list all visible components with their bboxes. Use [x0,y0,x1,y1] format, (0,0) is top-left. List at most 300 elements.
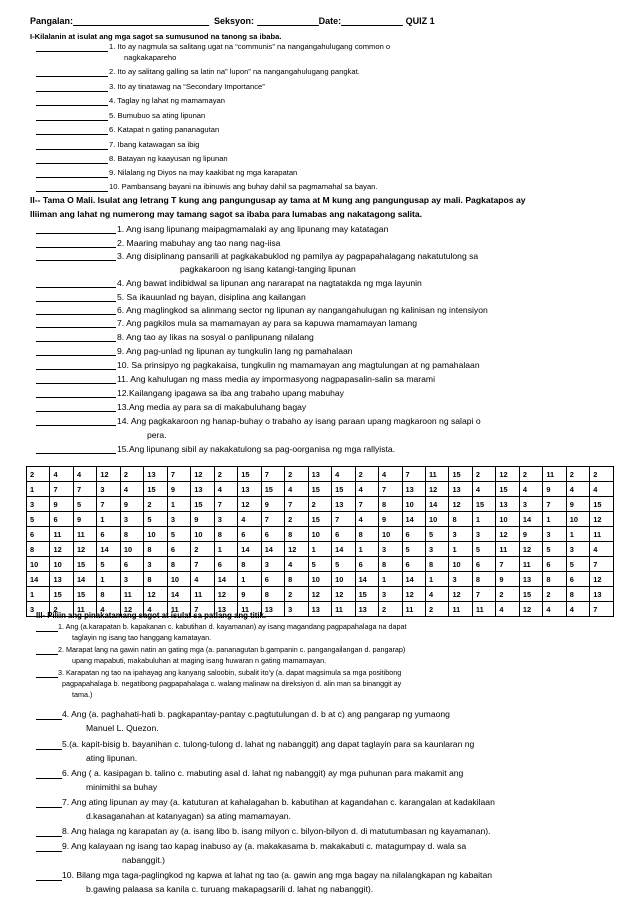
answer-blank[interactable] [36,445,116,454]
grid-cell[interactable]: 7 [472,587,495,602]
grid-cell[interactable]: 12 [449,497,472,512]
grid-cell[interactable]: 5 [402,542,425,557]
grid-cell[interactable]: 3 [120,572,143,587]
grid-cell[interactable]: 6 [566,572,589,587]
part1-item-7: 7. Ibang katawagan sa ibig [36,140,199,150]
grid-cell[interactable]: 11 [543,467,566,482]
grid-cell[interactable]: 13 [308,602,331,617]
grid-cell[interactable]: 12 [425,482,448,497]
grid-cell[interactable]: 8 [379,497,402,512]
name-label: Pangalan: [30,16,74,26]
grid-cell[interactable]: 12 [496,527,519,542]
grid-cell[interactable]: 13 [214,602,237,617]
grid-cell[interactable]: 14 [27,572,50,587]
answer-blank[interactable] [36,827,62,837]
grid-cell[interactable]: 4 [543,602,566,617]
grid-cell[interactable]: 15 [191,497,214,512]
grid-cell[interactable]: 5 [167,527,190,542]
grid-cell[interactable]: 8 [144,572,167,587]
grid-cell[interactable]: 3 [27,602,50,617]
grid-cell[interactable]: 4 [50,467,73,482]
grid-cell[interactable]: 13 [261,602,284,617]
grid-cell[interactable]: 10 [167,572,190,587]
grid-cell[interactable]: 11 [472,602,495,617]
grid-cell[interactable]: 15 [238,467,261,482]
grid-cell[interactable]: 14 [402,512,425,527]
grid-cell[interactable]: 11 [238,602,261,617]
grid-cell[interactable]: 12 [285,542,308,557]
grid-cell[interactable]: 5 [425,527,448,542]
answer-blank[interactable] [36,347,116,356]
grid-cell[interactable]: 7 [355,497,378,512]
grid-cell[interactable]: 10 [308,572,331,587]
grid-cell[interactable]: 12 [238,497,261,512]
grid-cell[interactable]: 12 [73,542,96,557]
grid-cell[interactable]: 6 [120,557,143,572]
answer-blank[interactable] [36,403,116,412]
answer-blank[interactable] [36,43,108,52]
grid-cell[interactable]: 7 [191,557,214,572]
grid-cell[interactable]: 2 [519,467,542,482]
grid-cell[interactable]: 2 [496,587,519,602]
grid-cell[interactable]: 14 [402,572,425,587]
grid-cell[interactable]: 8 [120,527,143,542]
grid-cell[interactable]: 11 [519,557,542,572]
grid-cell[interactable]: 4 [425,587,448,602]
grid-cell[interactable]: 4 [214,482,237,497]
section-blank[interactable] [257,16,319,26]
grid-cell[interactable]: 15 [144,482,167,497]
part2-item-3: 3. Ang disiplinang pansarili at pagkakabuklod ng pamilya ay pagpapahalagang nakatutulong sa [36,251,478,261]
grid-cell[interactable]: 10 [402,497,425,512]
grid-cell[interactable]: 7 [50,482,73,497]
answer-blank[interactable] [36,141,108,150]
grid-cell[interactable]: 15 [590,497,614,512]
answer-blank[interactable] [36,97,108,106]
grid-cell[interactable]: 13 [308,467,331,482]
grid-cell[interactable]: 11 [167,602,190,617]
grid-cell[interactable]: 6 [261,572,284,587]
grid-cell[interactable]: 3 [285,602,308,617]
grid-cell[interactable]: 6 [543,557,566,572]
grid-cell[interactable]: 8 [27,542,50,557]
grid-cell[interactable]: 3 [472,527,495,542]
answer-blank[interactable] [36,361,116,370]
grid-cell[interactable]: 13 [590,587,614,602]
grid-cell[interactable]: 9 [519,527,542,542]
grid-cell[interactable]: 4 [120,482,143,497]
grid-cell[interactable]: 10 [191,527,214,542]
answer-blank[interactable] [36,279,116,288]
grid-cell[interactable]: 9 [167,482,190,497]
grid-cell[interactable]: 4 [285,482,308,497]
grid-cell[interactable]: 8 [214,527,237,542]
answer-blank[interactable] [36,769,62,779]
grid-cell[interactable]: 3 [379,542,402,557]
grid-cell[interactable]: 14 [167,587,190,602]
grid-cell[interactable]: 3 [97,482,120,497]
grid-cell[interactable]: 13 [144,467,167,482]
answer-blank[interactable] [36,112,108,121]
grid-cell[interactable]: 7 [543,497,566,512]
grid-cell[interactable]: 4 [285,557,308,572]
grid-cell[interactable]: 12 [496,467,519,482]
grid-cell[interactable]: 6 [402,527,425,542]
answer-blank[interactable] [36,375,116,384]
grid-cell[interactable]: 11 [50,527,73,542]
date-blank[interactable] [341,16,403,26]
grid-cell[interactable]: 10 [144,527,167,542]
grid-cell[interactable]: 11 [449,602,472,617]
grid-cell[interactable]: 4 [472,482,495,497]
grid-cell[interactable]: 12 [308,587,331,602]
grid-cell[interactable]: 4 [590,482,614,497]
grid-cell[interactable]: 13 [519,572,542,587]
answer-blank[interactable] [36,740,62,750]
grid-cell[interactable]: 8 [238,557,261,572]
grid-cell[interactable]: 10 [27,557,50,572]
grid-cell[interactable]: 6 [50,512,73,527]
grid-cell[interactable]: 2 [285,467,308,482]
grid-cell[interactable]: 2 [308,497,331,512]
grid-cell[interactable]: 2 [472,467,495,482]
grid-cell[interactable]: 7 [191,602,214,617]
grid-cell[interactable]: 8 [97,587,120,602]
grid-cell[interactable]: 9 [73,512,96,527]
grid-cell[interactable]: 12 [590,572,614,587]
grid-cell[interactable]: 3 [261,557,284,572]
grid-cell[interactable]: 2 [379,602,402,617]
grid-cell[interactable]: 7 [379,482,402,497]
grid-cell[interactable]: 14 [214,572,237,587]
grid-cell[interactable]: 1 [97,512,120,527]
part2-item-14: 14. Ang pagkakaroon ng hanap-buhay o trabaho ay isang paraan upang magkaroon ng salapi o [36,416,481,426]
grid-cell[interactable]: 14 [425,497,448,512]
grid-cell[interactable]: 6 [332,527,355,542]
grid-cell[interactable]: 12 [120,602,143,617]
grid-cell[interactable]: 6 [355,557,378,572]
grid-cell[interactable]: 9 [566,497,589,512]
grid-cell[interactable]: 8 [566,587,589,602]
grid-cell[interactable]: 9 [191,512,214,527]
grid-cell[interactable]: 11 [402,602,425,617]
grid-cell[interactable]: 4 [73,467,96,482]
grid-cell[interactable]: 7 [73,482,96,497]
answer-blank[interactable] [36,319,116,328]
grid-cell[interactable]: 1 [238,572,261,587]
name-blank[interactable] [73,16,209,26]
grid-cell[interactable]: 6 [27,527,50,542]
grid-cell[interactable]: 8 [472,572,495,587]
grid-cell[interactable]: 10 [332,572,355,587]
grid-cell[interactable]: 1 [543,512,566,527]
answer-blank[interactable] [36,183,108,192]
grid-cell[interactable]: 6 [214,557,237,572]
answer-blank[interactable] [36,306,116,315]
grid-cell[interactable]: 1 [425,572,448,587]
grid-cell[interactable]: 14 [97,542,120,557]
grid-cell[interactable]: 8 [449,512,472,527]
grid-cell[interactable]: 7 [332,512,355,527]
grid-cell[interactable]: 15 [355,587,378,602]
grid-cell[interactable]: 6 [261,527,284,542]
grid-cell[interactable]: 12 [332,587,355,602]
grid-cell[interactable]: 3 [519,497,542,512]
answer-blank[interactable] [36,842,62,852]
grid-cell[interactable]: 7 [167,467,190,482]
grid-cell[interactable]: 5 [308,557,331,572]
grid-cell[interactable]: 14 [355,572,378,587]
grid-cell[interactable]: 15 [519,587,542,602]
grid-cell[interactable]: 7 [261,512,284,527]
grid-cell[interactable]: 4 [97,602,120,617]
grid-cell[interactable]: 12 [191,467,214,482]
grid-cell[interactable]: 8 [425,557,448,572]
grid-cell[interactable]: 11 [73,602,96,617]
grid-cell[interactable]: 7 [214,497,237,512]
grid-cell[interactable]: 8 [285,572,308,587]
grid-cell[interactable]: 3 [543,527,566,542]
answer-blank[interactable] [36,225,116,234]
grid-cell[interactable]: 13 [355,602,378,617]
grid-cell[interactable]: 5 [332,557,355,572]
grid-cell[interactable]: 14 [332,542,355,557]
grid-cell[interactable]: 14 [519,512,542,527]
grid-cell[interactable]: 1 [449,542,472,557]
grid-cell[interactable]: 2 [285,512,308,527]
grid-cell[interactable]: 2 [191,542,214,557]
grid-cell[interactable]: 6 [97,527,120,542]
grid-row [27,587,614,602]
grid-cell[interactable]: 2 [50,602,73,617]
answer-blank[interactable] [36,126,108,135]
grid-cell[interactable]: 13 [449,482,472,497]
grid-cell[interactable]: 10 [449,557,472,572]
grid-cell[interactable]: 15 [261,482,284,497]
grid-cell[interactable]: 7 [496,557,519,572]
part2-item-6: 6. Ang maglingkod sa alinmang sector ng lipunan ay nangangahulugan ng kalinisan ng intensiyon [36,305,488,315]
grid-cell[interactable]: 3 [449,527,472,542]
answer-blank[interactable] [36,646,58,655]
grid-cell[interactable]: 13 [332,497,355,512]
grid-cell[interactable]: 8 [167,557,190,572]
answer-blank[interactable] [36,239,116,248]
grid-cell[interactable]: 1 [308,542,331,557]
grid-cell[interactable]: 6 [472,557,495,572]
grid-cell[interactable]: 15 [308,512,331,527]
grid-cell[interactable]: 9 [50,497,73,512]
grid-cell[interactable]: 10 [50,557,73,572]
grid-cell[interactable]: 4 [238,512,261,527]
grid-cell[interactable]: 9 [379,512,402,527]
answer-blank[interactable] [36,293,116,302]
grid-cell[interactable]: 7 [261,467,284,482]
grid-cell[interactable]: 5 [73,497,96,512]
grid-cell[interactable]: 7 [590,557,614,572]
grid-cell[interactable]: 4 [566,602,589,617]
grid-cell[interactable]: 11 [332,602,355,617]
grid-cell[interactable]: 6 [238,527,261,542]
grid-cell[interactable]: 3 [214,512,237,527]
answer-blank[interactable] [36,68,108,77]
grid-cell[interactable]: 5 [27,512,50,527]
answer-blank[interactable] [36,333,116,342]
grid-cell[interactable]: 8 [285,527,308,542]
grid-cell[interactable]: 14 [238,542,261,557]
grid-cell[interactable]: 3 [425,542,448,557]
grid-cell[interactable]: 6 [167,542,190,557]
grid-cell[interactable]: 9 [120,497,143,512]
grid-cell[interactable]: 11 [120,587,143,602]
grid-cell[interactable]: 4 [566,482,589,497]
grid-cell[interactable]: 3 [449,572,472,587]
answer-blank[interactable] [36,169,108,178]
grid-cell[interactable]: 12 [214,587,237,602]
grid-cell[interactable]: 10 [425,512,448,527]
grid-cell[interactable]: 1 [27,482,50,497]
grid-cell[interactable]: 8 [543,572,566,587]
grid-cell[interactable]: 4 [144,602,167,617]
grid-cell[interactable]: 15 [73,557,96,572]
grid-cell[interactable]: 11 [191,587,214,602]
grid-cell[interactable]: 2 [285,587,308,602]
grid-cell[interactable]: 8 [144,542,167,557]
grid-cell[interactable]: 4 [355,482,378,497]
grid-cell[interactable]: 10 [120,542,143,557]
quiz-title: QUIZ 1 [405,16,435,26]
part3-item-5-cont: ating lipunan. [86,753,138,763]
grid-cell[interactable]: 12 [590,512,614,527]
grid-cell[interactable]: 5 [566,557,589,572]
grid-cell[interactable]: 3 [27,497,50,512]
grid-cell[interactable]: 12 [144,587,167,602]
grid-cell[interactable]: 11 [73,527,96,542]
grid-cell[interactable]: 7 [97,497,120,512]
grid-cell[interactable]: 10 [496,512,519,527]
grid-cell[interactable]: 2 [120,467,143,482]
grid-cell[interactable]: 15 [496,482,519,497]
grid-cell[interactable]: 1 [214,542,237,557]
answer-blank[interactable] [36,83,108,92]
grid-cell[interactable]: 12 [97,467,120,482]
grid-row [27,497,614,512]
grid-cell[interactable]: 1 [27,587,50,602]
grid-cell[interactable]: 2 [27,467,50,482]
grid-cell[interactable]: 13 [191,482,214,497]
grid-cell[interactable]: 15 [308,482,331,497]
grid-cell[interactable]: 8 [379,557,402,572]
grid-cell[interactable]: 8 [355,527,378,542]
grid-cell[interactable]: 2 [214,467,237,482]
part2-item-8: 8. Ang tao ay likas na sosyal o panlipunang nilalang [36,332,314,342]
grid-cell[interactable]: 14 [261,542,284,557]
answer-blank[interactable] [36,871,62,881]
grid-cell[interactable]: 12 [519,542,542,557]
grid-cell[interactable]: 4 [519,482,542,497]
grid-cell[interactable]: 2 [144,497,167,512]
grid-cell[interactable]: 3 [566,542,589,557]
part3-item-9: 9. Ang kalayaan ng isang tao kapag inabuso ay (a. makakasama b. makakabuti c. matagumpay d. wala sa [36,840,466,852]
grid-cell[interactable]: 2 [590,467,614,482]
grid-cell[interactable]: 15 [449,467,472,482]
grid-cell[interactable]: 7 [402,467,425,482]
answer-blank[interactable] [36,389,116,398]
grid-cell[interactable]: 12 [402,587,425,602]
grid-cell[interactable]: 6 [402,557,425,572]
grid-cell[interactable]: 8 [261,587,284,602]
answer-blank[interactable] [36,155,108,164]
grid-cell[interactable]: 11 [496,542,519,557]
grid-cell[interactable]: 10 [379,527,402,542]
grid-cell[interactable]: 11 [590,527,614,542]
grid-cell[interactable]: 15 [332,482,355,497]
grid-cell[interactable]: 10 [566,512,589,527]
grid-cell[interactable]: 2 [543,587,566,602]
grid-cell[interactable]: 9 [543,482,566,497]
answer-blank[interactable] [36,417,116,426]
grid-cell[interactable]: 13 [496,497,519,512]
grid-cell[interactable]: 1 [379,572,402,587]
grid-cell[interactable]: 9 [261,497,284,512]
grid-cell[interactable]: 9 [238,587,261,602]
answer-blank[interactable] [36,710,62,720]
answer-blank[interactable] [36,623,58,632]
grid-cell[interactable]: 4 [355,512,378,527]
grid-cell[interactable]: 1 [566,527,589,542]
grid-cell[interactable]: 4 [191,572,214,587]
grid-cell[interactable]: 1 [355,542,378,557]
grid-cell[interactable]: 4 [332,467,355,482]
grid-cell[interactable]: 10 [308,527,331,542]
grid-cell[interactable]: 13 [402,482,425,497]
grid-cell[interactable]: 11 [425,467,448,482]
grid-cell[interactable]: 9 [496,572,519,587]
part3-item-1-cont: taglayin ng isang tao hanggang kamatayan. [72,633,212,642]
grid-cell[interactable]: 5 [97,557,120,572]
grid-cell[interactable]: 12 [519,602,542,617]
answer-blank[interactable] [36,798,62,808]
grid-cell[interactable]: 1 [472,512,495,527]
grid-cell[interactable]: 15 [50,587,73,602]
grid-cell[interactable]: 5 [144,512,167,527]
grid-cell[interactable]: 2 [425,602,448,617]
grid-cell[interactable]: 5 [543,542,566,557]
grid-cell[interactable]: 3 [120,512,143,527]
grid-cell[interactable]: 13 [238,482,261,497]
answer-blank[interactable] [36,252,116,261]
grid-cell[interactable]: 3 [144,557,167,572]
grid-cell[interactable]: 14 [73,572,96,587]
grid-cell[interactable]: 4 [379,467,402,482]
grid-cell[interactable]: 3 [167,512,190,527]
grid-cell[interactable]: 1 [167,497,190,512]
answer-blank[interactable] [36,669,58,678]
grid-cell[interactable]: 4 [590,542,614,557]
grid-cell[interactable]: 4 [496,602,519,617]
grid-cell[interactable]: 7 [590,602,614,617]
grid-cell[interactable]: 15 [73,587,96,602]
grid-cell[interactable]: 2 [566,467,589,482]
grid-cell[interactable]: 2 [355,467,378,482]
grid-cell[interactable]: 7 [285,497,308,512]
grid-cell[interactable]: 15 [472,497,495,512]
grid-cell[interactable]: 12 [449,587,472,602]
grid-cell[interactable]: 13 [50,572,73,587]
grid-cell[interactable]: 5 [472,542,495,557]
grid-cell[interactable]: 1 [97,572,120,587]
grid-cell[interactable]: 3 [379,587,402,602]
grid-cell[interactable]: 12 [50,542,73,557]
